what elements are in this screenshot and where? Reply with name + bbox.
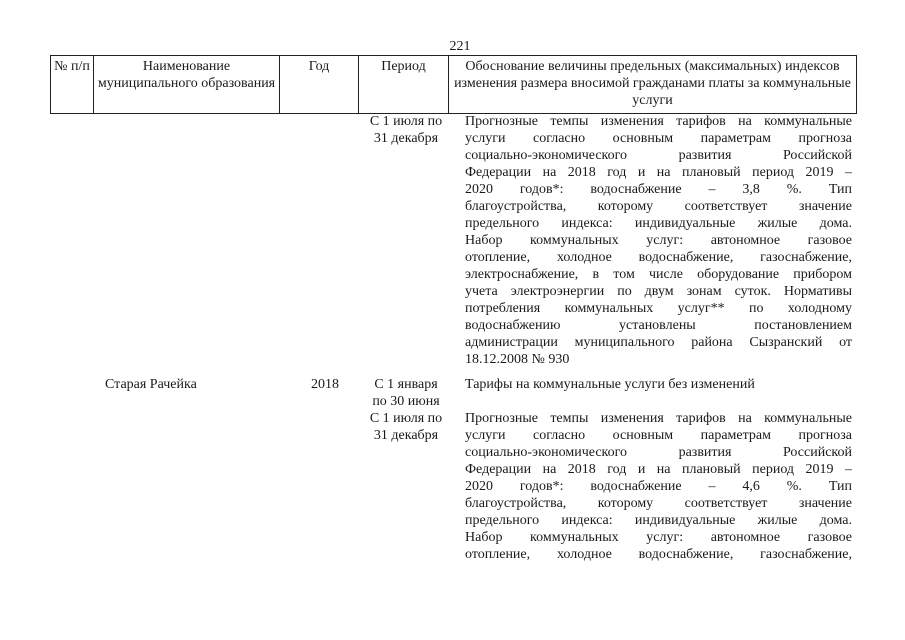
basis-line: Федерации на 2018 год и на плановый период 2019 – bbox=[465, 462, 852, 477]
basis-line: Набор коммунальных услуг: автономное газовое bbox=[465, 233, 852, 248]
table-header bbox=[50, 55, 857, 114]
basis-line: 2020 годов*: водоснабжение – 4,6 %. Тип bbox=[465, 479, 852, 494]
basis-line: 2020 годов*: водоснабжение – 3,8 %. Тип bbox=[465, 182, 852, 197]
row-2-period-line: С 1 января bbox=[374, 377, 438, 392]
header-col-number: № п/п bbox=[51, 56, 94, 114]
basis-line: благоустройства, которому соответствует значение bbox=[465, 199, 852, 214]
row-1-period-line: 31 декабря bbox=[373, 131, 439, 146]
row-2-year: 2018 bbox=[311, 377, 339, 392]
header-col-basis: Обоснование величины предельных (максимальных) индексов изменения размера вносимой гражданами платы за коммунальные услуги bbox=[449, 56, 857, 114]
row-2-basis bbox=[465, 376, 852, 393]
basis-line: услуги согласно основным параметрам прогноза bbox=[465, 131, 852, 146]
row-1-period bbox=[360, 113, 452, 147]
basis-line: социально-экономического развития Российской bbox=[465, 445, 852, 460]
page-number: 221 bbox=[449, 39, 471, 54]
basis-line: электроснабжение, в том числе оборудование прибором bbox=[465, 267, 852, 282]
row-2-period-line: по 30 июня bbox=[372, 394, 440, 409]
header-col-year: Год bbox=[280, 56, 359, 114]
basis-line: предельного индекса: индивидуальные жилые дома. bbox=[465, 216, 852, 231]
basis-line: водоснабжению установлены постановлением bbox=[465, 318, 852, 333]
basis-line: услуги согласно основным параметрам прогноза bbox=[465, 428, 852, 443]
header-col-name: Наименование муниципального образования bbox=[94, 56, 280, 114]
basis-line: Федерации на 2018 год и на плановый период 2019 – bbox=[465, 165, 852, 180]
header-col-period: Период bbox=[359, 56, 449, 114]
row-2-name: Старая Рачейка bbox=[105, 377, 197, 392]
basis-line: отопление, холодное водоснабжение, газоснабжение, bbox=[465, 547, 852, 562]
row-3-period bbox=[360, 410, 452, 444]
basis-line: отопление, холодное водоснабжение, газоснабжение, bbox=[465, 250, 852, 265]
row-1-basis bbox=[465, 113, 852, 368]
basis-line: потребления коммунальных услуг** по холодному bbox=[465, 301, 852, 316]
basis-line: Прогнозные темпы изменения тарифов на коммунальные bbox=[465, 411, 852, 426]
row-3-period-line: 31 декабря bbox=[373, 428, 439, 443]
row-3-basis bbox=[465, 410, 852, 563]
basis-line: администрации муниципального района Сызранский от bbox=[465, 335, 852, 350]
basis-line: предельного индекса: индивидуальные жилые дома. bbox=[465, 513, 852, 528]
basis-line: Тарифы на коммунальные услуги без изменений bbox=[465, 377, 755, 392]
basis-line: социально-экономического развития Российской bbox=[465, 148, 852, 163]
basis-line: Прогнозные темпы изменения тарифов на коммунальные bbox=[465, 114, 852, 129]
basis-line: учета электроэнергии по двум зонам суток. Нормативы bbox=[465, 284, 852, 299]
basis-line: 18.12.2008 № 930 bbox=[465, 352, 570, 367]
basis-line: Набор коммунальных услуг: автономное газовое bbox=[465, 530, 852, 545]
row-1-period-line: С 1 июля по bbox=[369, 114, 443, 129]
row-2-period bbox=[360, 376, 452, 410]
basis-line: благоустройства, которому соответствует значение bbox=[465, 496, 852, 511]
row-3-period-line: С 1 июля по bbox=[369, 411, 443, 426]
